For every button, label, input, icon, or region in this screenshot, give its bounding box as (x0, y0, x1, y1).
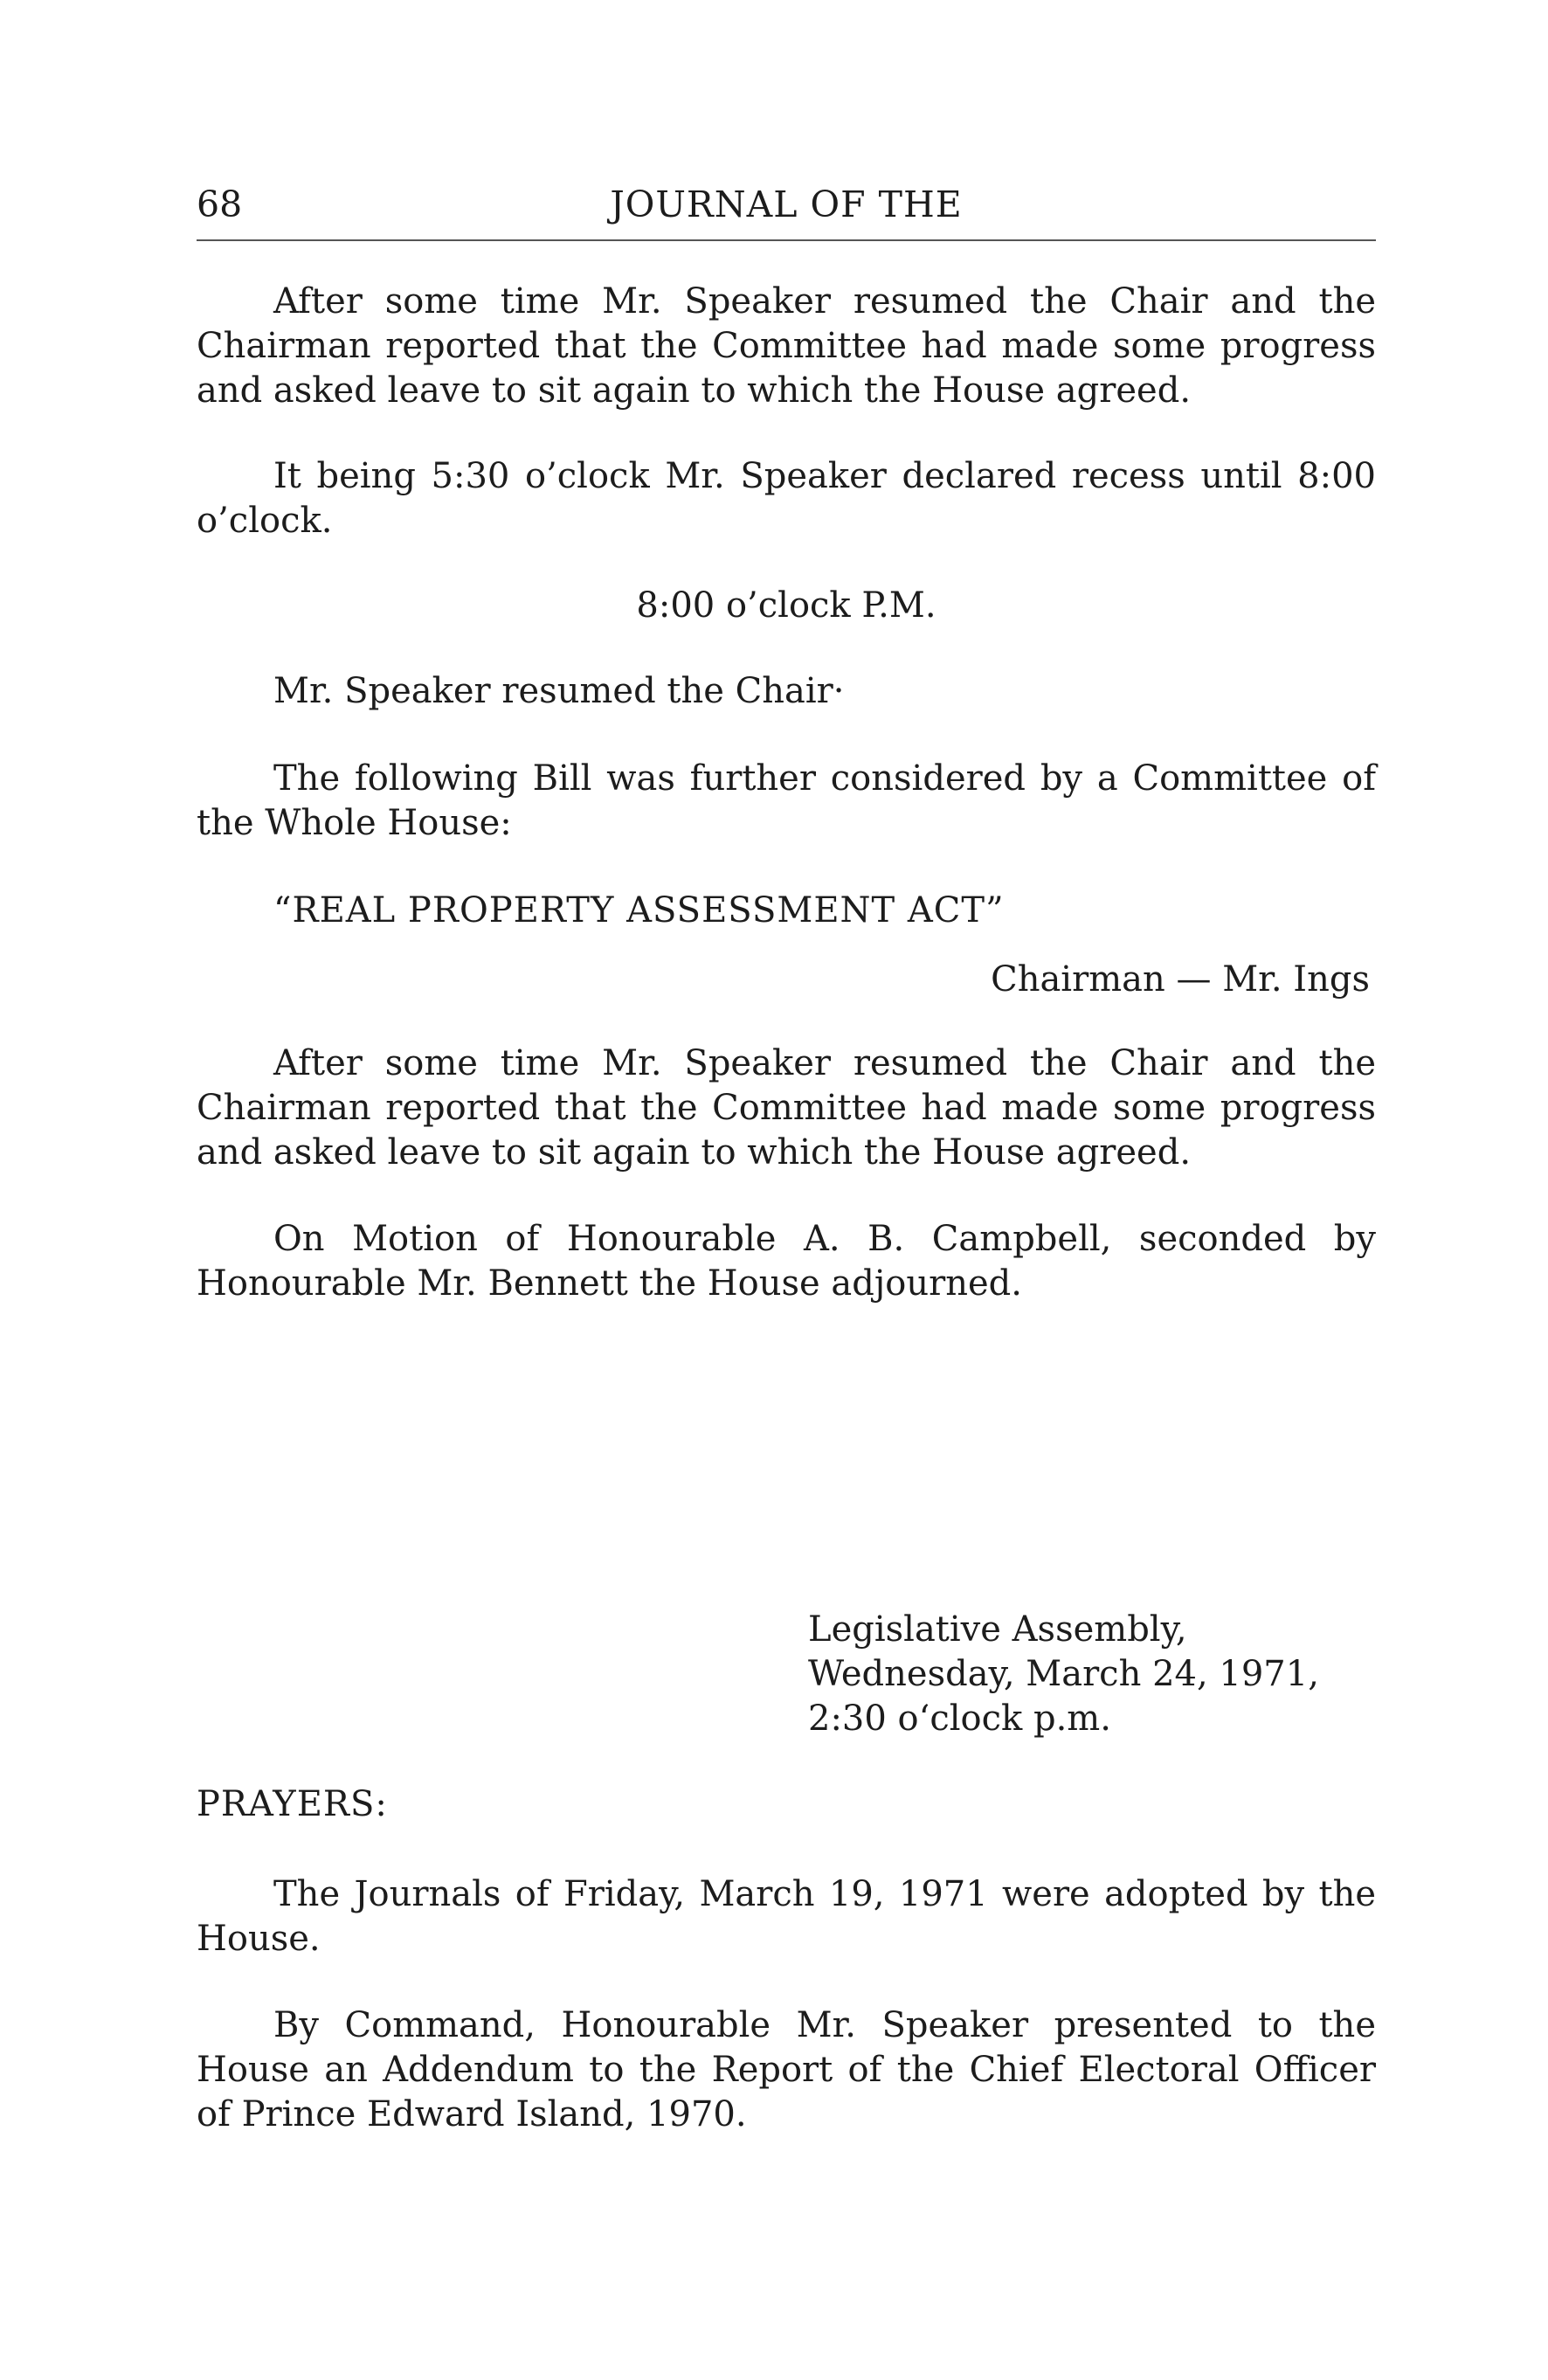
running-title: JOURNAL OF THE (610, 183, 963, 225)
dateline-assembly: Legislative Assembly, (808, 1609, 1187, 1650)
dateline-date: Wednesday, March 24, 1971, (808, 1654, 1319, 1694)
paragraph-addendum-presented: By Command, Honourable Mr. Speaker presented to the House an Addendum to the Report of the Chief Electoral Officer of Prince Edward Island, 1970. (197, 2005, 1376, 2134)
paragraph-speaker-resumed: Mr. Speaker resumed the Chair· (273, 671, 845, 711)
time-heading: 8:00 o’clock P.M. (636, 585, 936, 626)
page-header (197, 175, 1376, 227)
paragraph-adjournment: On Motion of Honourable A. B. Campbell, seconded by Honourable Mr. Bennett the House adjourned. (197, 1219, 1376, 1304)
sitting-dateline (808, 1608, 1319, 1741)
paragraph-journals-adopted: The Journals of Friday, March 19, 1971 were adopted by the House. (197, 1874, 1376, 1959)
paragraph-committee-progress-1: After some time Mr. Speaker resumed the Chair and the Chairman reported that the Committee had made some progress and asked leave to sit again to which the House agreed. (197, 281, 1376, 411)
bill-title: “REAL PROPERTY ASSESSMENT ACT” (273, 890, 1005, 931)
page-number: 68 (197, 183, 243, 225)
paragraph-committee-progress-2: After some time Mr. Speaker resumed the Chair and the Chairman reported that the Committee had made some progress and asked leave to sit again to which the House agreed. (197, 1043, 1376, 1173)
dateline-time: 2:30 o‘clock p.m. (808, 1699, 1111, 1739)
paragraph-recess: It being 5:30 o’clock Mr. Speaker declared recess until 8:00 o’clock. (197, 456, 1376, 541)
paragraph-bill-considered: The following Bill was further considered by a Committee of the Whole House: (197, 758, 1376, 843)
prayers-heading: PRAYERS: (197, 1784, 388, 1824)
header-rule (197, 239, 1376, 241)
chairman-line: Chairman — Mr. Ings (991, 959, 1370, 1000)
